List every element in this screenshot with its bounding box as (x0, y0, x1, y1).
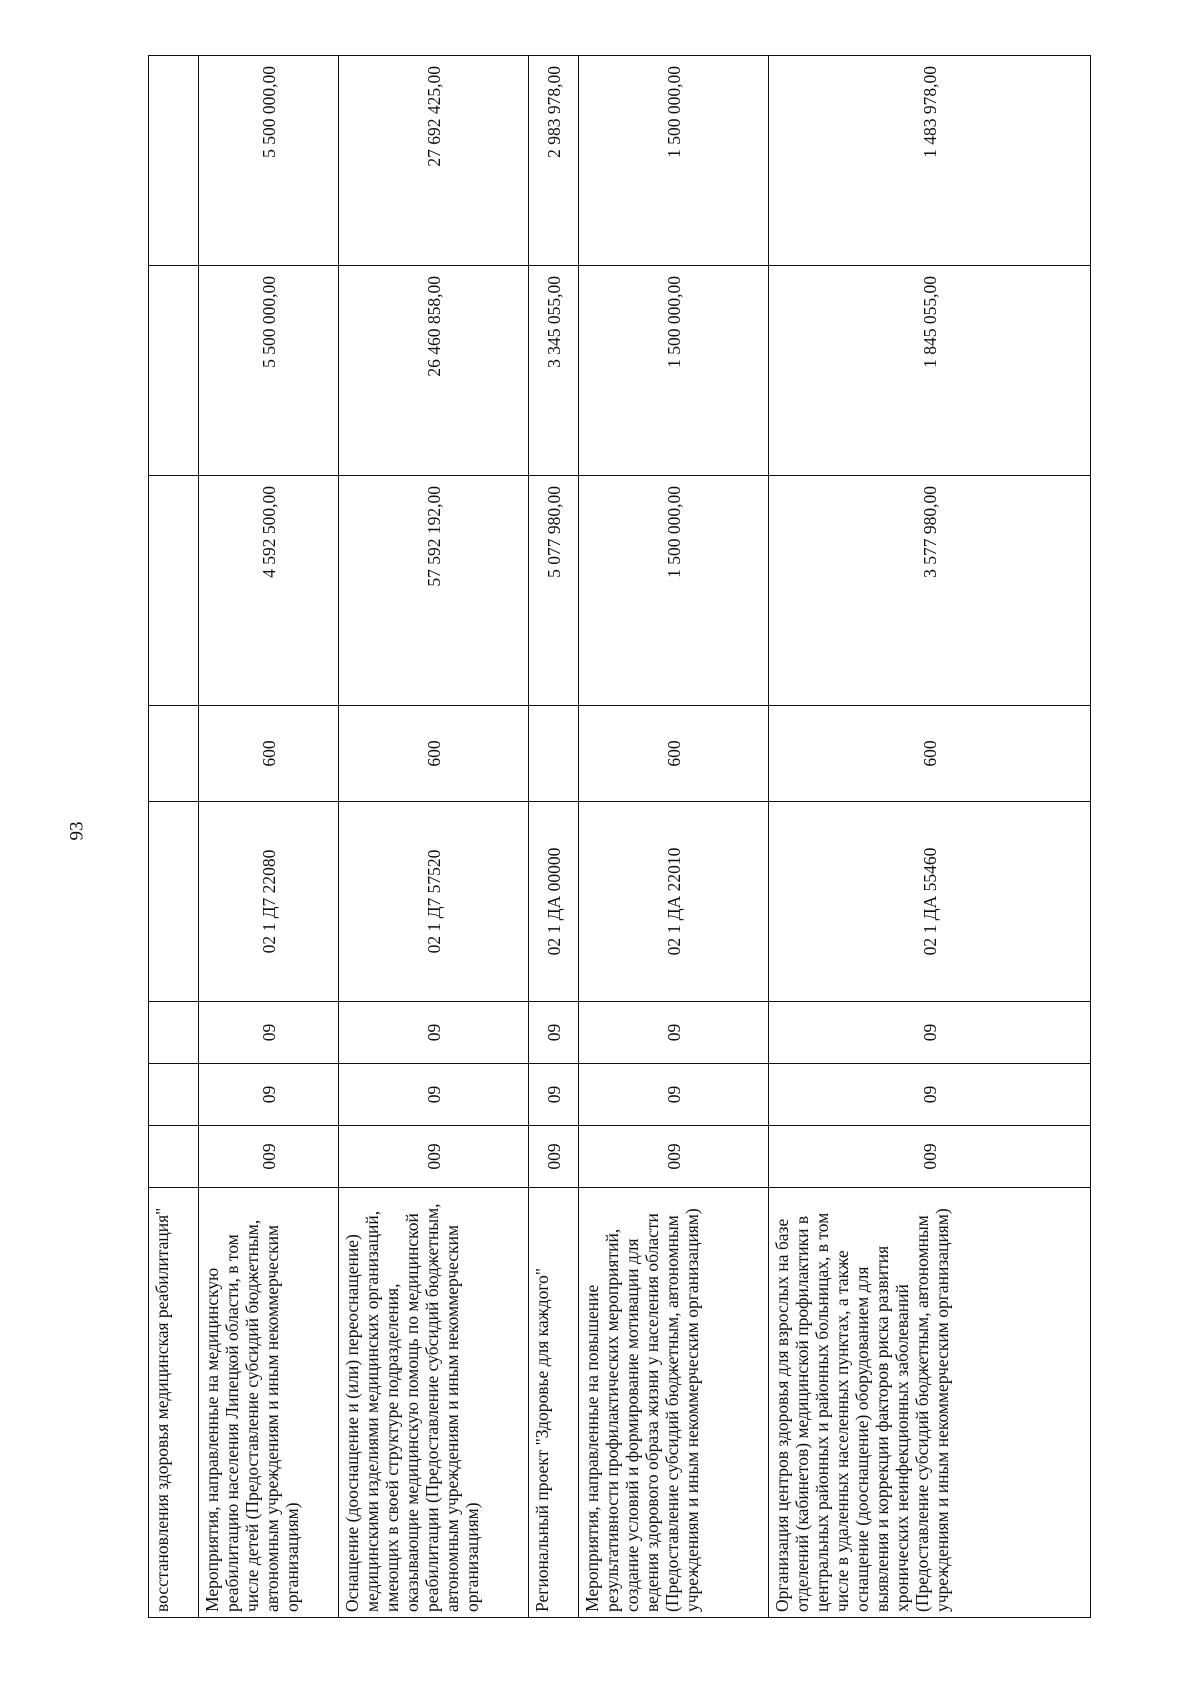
row-sum2: 1 500 000,00 (579, 266, 769, 476)
row-sum1: 5 077 980,00 (529, 476, 579, 706)
row-ved: 009 (199, 1126, 339, 1188)
table-row (199, 56, 339, 1618)
row-rz: 09 (199, 1064, 339, 1126)
row-pr: 09 (579, 1002, 769, 1064)
row-csr: 02 1 Д7 57520 (339, 802, 529, 1002)
row-sum3: 2 983 978,00 (529, 56, 579, 266)
table-row (579, 56, 769, 1618)
row-ved: 009 (769, 1126, 1091, 1188)
row-pr: 09 (339, 1002, 529, 1064)
row-name: Оснащение (дооснащение и (или) переоснащение) медицинскими изделиями медицинских организаций, имеющих в своей структуре подразделения, оказывающие медицинскую помощь по медицинской реабилитации (Предоставление субсидий бюджетным, автономным учреждениям и иным некоммерческим организациям) (339, 1188, 529, 1618)
row-sum1: 4 592 500,00 (199, 476, 339, 706)
row-rz: 09 (339, 1064, 529, 1126)
row-ved: 009 (579, 1126, 769, 1188)
budget-table (148, 55, 1091, 1618)
row-ved: 009 (339, 1126, 529, 1188)
row-sum1: 3 577 980,00 (769, 476, 1091, 706)
row-ved (149, 1126, 199, 1188)
row-sum2 (149, 266, 199, 476)
row-csr: 02 1 Д7 22080 (199, 802, 339, 1002)
row-rz: 09 (769, 1064, 1091, 1126)
row-vr: 600 (769, 706, 1091, 802)
row-name: Региональный проект "Здоровье для каждого" (529, 1188, 579, 1618)
row-csr: 02 1 ДА 22010 (579, 802, 769, 1002)
row-csr: 02 1 ДА 55460 (769, 802, 1091, 1002)
row-pr: 09 (529, 1002, 579, 1064)
table-row (769, 56, 1091, 1618)
row-vr (529, 706, 579, 802)
row-sum2: 1 845 055,00 (769, 266, 1091, 476)
row-name: восстановления здоровья медицинская реабилитация" (149, 1188, 199, 1618)
row-sum3: 1 483 978,00 (769, 56, 1091, 266)
row-sum2: 3 345 055,00 (529, 266, 579, 476)
row-sum3: 5 500 000,00 (199, 56, 339, 266)
row-csr (149, 802, 199, 1002)
row-sum3: 27 692 425,00 (339, 56, 529, 266)
page-number: 93 (66, 821, 88, 841)
row-name: Мероприятия, направленные на повышение результативности профилактических мероприятий, создание условий и формирование мотивации для ведения здорового образа жизни у населения области (Предоставление субсидий бюджетным, автономным учреждениям и иным некоммерческим организациям) (579, 1188, 769, 1618)
row-vr: 600 (339, 706, 529, 802)
row-sum3: 1 500 000,00 (579, 56, 769, 266)
row-name: Мероприятия, направленные на медицинскую реабилитацию населения Липецкой области, в том числе детей (Предоставление субсидий бюджетным, автономным учреждениям и иным некоммерческим организациям) (199, 1188, 339, 1618)
row-sum1: 1 500 000,00 (579, 476, 769, 706)
row-ved: 009 (529, 1126, 579, 1188)
row-sum2: 5 500 000,00 (199, 266, 339, 476)
row-sum1 (149, 476, 199, 706)
table-row (149, 56, 199, 1618)
rotated-table-container (148, 56, 1090, 1618)
row-name: Организация центров здоровья для взрослых на базе отделений (кабинетов) медицинской профилактики в центральных районных и районных больницах, в том числе в удаленных населенных пунктах, а также оснащение (дооснащение) оборудованием для выявления и коррекции факторов риска развития хронических неинфекционных заболеваний (Предоставление субсидий бюджетным, автономным учреждениям и иным некоммерческим организациям) (769, 1188, 1091, 1618)
row-pr: 09 (769, 1002, 1091, 1064)
row-vr: 600 (199, 706, 339, 802)
row-csr: 02 1 ДА 00000 (529, 802, 579, 1002)
row-vr (149, 706, 199, 802)
table-row (529, 56, 579, 1618)
row-sum2: 26 460 858,00 (339, 266, 529, 476)
row-pr: 09 (199, 1002, 339, 1064)
row-pr (149, 1002, 199, 1064)
row-rz (149, 1064, 199, 1126)
row-rz: 09 (579, 1064, 769, 1126)
row-sum3 (149, 56, 199, 266)
row-rz: 09 (529, 1064, 579, 1126)
row-vr: 600 (579, 706, 769, 802)
row-sum1: 57 592 192,00 (339, 476, 529, 706)
table-row (339, 56, 529, 1618)
